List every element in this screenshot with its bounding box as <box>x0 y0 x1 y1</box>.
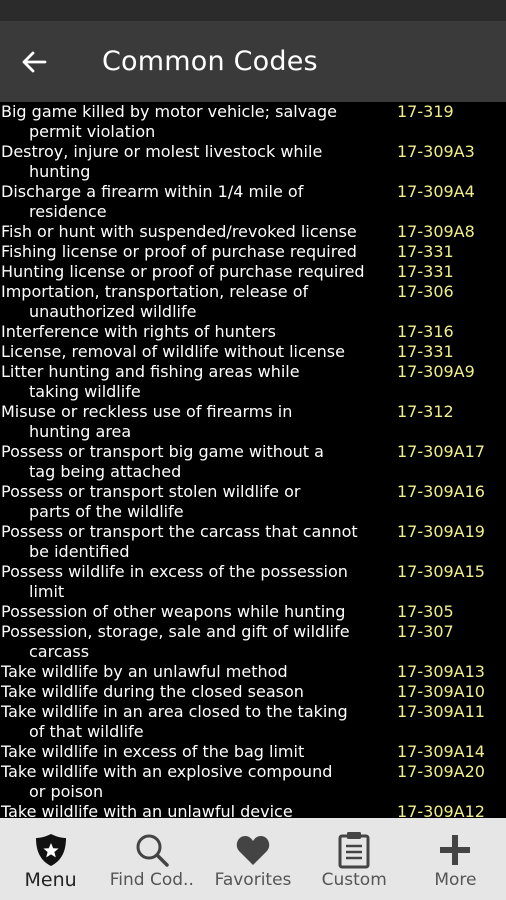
violation-description <box>0 802 397 817</box>
nav-item-favorites[interactable] <box>202 818 303 900</box>
statute-code: 17-309A10 <box>397 682 485 701</box>
list-item[interactable] <box>0 802 506 817</box>
description-line: Misuse or reckless use of firearms in <box>1 402 293 421</box>
statute-code: 17-309A14 <box>397 742 485 761</box>
list-item[interactable] <box>0 602 506 622</box>
description-line: Litter hunting and fishing areas while <box>1 362 300 381</box>
violation-description <box>0 442 397 482</box>
statute-code: 17-306 <box>397 282 454 301</box>
back-button[interactable] <box>14 43 54 81</box>
statute-code: 17-331 <box>397 242 454 261</box>
statute-code: 17-319 <box>397 102 454 121</box>
violation-description <box>0 402 397 442</box>
list-item[interactable] <box>0 522 506 562</box>
violation-description <box>0 342 397 362</box>
description-line: permit violation <box>29 122 156 141</box>
list-item[interactable] <box>0 282 506 322</box>
nav-item-more[interactable] <box>405 818 506 900</box>
violation-description <box>0 282 397 322</box>
statute-code: 17-309A20 <box>397 762 485 781</box>
description-line: Destroy, injure or molest livestock while <box>1 142 323 161</box>
list-item[interactable] <box>0 682 506 702</box>
description-line: Take wildlife with an unlawful device <box>1 802 293 817</box>
description-line: carcass <box>29 642 90 661</box>
violation-description <box>0 522 397 562</box>
search-icon <box>132 830 172 870</box>
description-line: Possess or transport the carcass that cannot <box>1 522 358 541</box>
description-line: hunting area <box>29 422 132 441</box>
violation-description <box>0 562 397 602</box>
description-line: parts of the wildlife <box>29 502 184 521</box>
description-line: taking wildlife <box>29 382 141 401</box>
description-line: Possession of other weapons while hunting <box>1 602 346 621</box>
nav-item-label: Find Cod.. <box>109 870 194 890</box>
description-line: be identified <box>29 542 130 561</box>
list-item[interactable] <box>0 242 506 262</box>
list-item[interactable] <box>0 562 506 602</box>
violation-description <box>0 262 397 282</box>
list-item[interactable] <box>0 442 506 482</box>
description-line: Interference with rights of hunters <box>1 322 276 341</box>
violation-description <box>0 702 397 742</box>
description-line: of that wildlife <box>29 722 144 741</box>
statute-code: 17-309A8 <box>397 222 475 241</box>
statute-code: 17-305 <box>397 602 454 621</box>
description-line: Take wildlife in an area closed to the taking <box>1 702 348 721</box>
violation-description <box>0 322 397 342</box>
arrow-left-icon <box>21 50 47 74</box>
description-line: Take wildlife with an explosive compound <box>1 762 333 781</box>
statute-code: 17-309A16 <box>397 482 485 501</box>
code-list[interactable] <box>0 102 506 817</box>
shield-star-icon <box>31 830 71 870</box>
statute-code: 17-316 <box>397 322 454 341</box>
statute-code: 17-331 <box>397 342 454 361</box>
nav-item-find-cod[interactable] <box>101 818 202 900</box>
list-item[interactable] <box>0 762 506 802</box>
list-item[interactable] <box>0 622 506 662</box>
nav-item-custom[interactable] <box>304 818 405 900</box>
description-line: Take wildlife during the closed season <box>1 682 304 701</box>
description-line: unauthorized wildlife <box>29 302 197 321</box>
description-line: Importation, transportation, release of <box>1 282 309 301</box>
bottom-navigation <box>0 818 506 900</box>
description-line: Take wildlife in excess of the bag limit <box>1 742 305 761</box>
description-line: Big game killed by motor vehicle; salvage <box>1 102 337 121</box>
statute-code: 17-309A4 <box>397 182 475 201</box>
description-line: Possess wildlife in excess of the possession <box>1 562 348 581</box>
list-item[interactable] <box>0 402 506 442</box>
violation-description <box>0 142 397 182</box>
description-line: residence <box>29 202 107 221</box>
description-line: Possess or transport big game without a <box>1 442 324 461</box>
list-item[interactable] <box>0 102 506 142</box>
description-line: or poison <box>29 782 104 801</box>
violation-description <box>0 362 397 402</box>
violation-description <box>0 622 397 662</box>
page-title: Common Codes <box>102 46 318 77</box>
description-line: limit <box>29 582 65 601</box>
list-item[interactable] <box>0 702 506 742</box>
statute-code: 17-309A15 <box>397 562 485 581</box>
nav-item-label: Favorites <box>214 870 292 890</box>
nav-item-menu[interactable] <box>0 818 101 900</box>
violation-description <box>0 182 397 222</box>
status-bar <box>0 0 506 21</box>
statute-code: 17-309A9 <box>397 362 475 381</box>
description-line: Fishing license or proof of purchase required <box>1 242 357 261</box>
statute-code: 17-309A13 <box>397 662 485 681</box>
statute-code: 17-307 <box>397 622 454 641</box>
violation-description <box>0 742 397 762</box>
clipboard-icon <box>334 830 374 870</box>
description-line: tag being attached <box>29 462 182 481</box>
description-line: Fish or hunt with suspended/revoked license <box>1 222 357 241</box>
description-line: License, removal of wildlife without license <box>1 342 345 361</box>
statute-code: 17-309A19 <box>397 522 485 541</box>
nav-item-label: More <box>434 870 477 890</box>
list-item[interactable] <box>0 342 506 362</box>
statute-code: 17-309A17 <box>397 442 485 461</box>
violation-description <box>0 602 397 622</box>
description-line: hunting <box>29 162 91 181</box>
description-line: Possession, storage, sale and gift of wildlife <box>1 622 350 641</box>
statute-code: 17-312 <box>397 402 454 421</box>
statute-code: 17-331 <box>397 262 454 281</box>
list-item[interactable] <box>0 262 506 282</box>
nav-item-label: Menu <box>24 869 77 891</box>
violation-description <box>0 482 397 522</box>
list-item[interactable] <box>0 362 506 402</box>
statute-code: 17-309A11 <box>397 702 485 721</box>
description-line: Possess or transport stolen wildlife or <box>1 482 301 501</box>
violation-description <box>0 102 397 142</box>
list-item[interactable] <box>0 742 506 762</box>
violation-description <box>0 222 397 242</box>
list-item[interactable] <box>0 662 506 682</box>
description-line: Discharge a firearm within 1/4 mile of <box>1 182 304 201</box>
description-line: Take wildlife by an unlawful method <box>1 662 288 681</box>
violation-description <box>0 242 397 262</box>
violation-description <box>0 682 397 702</box>
description-line: Hunting license or proof of purchase required <box>1 262 365 281</box>
list-item[interactable] <box>0 182 506 222</box>
nav-item-label: Custom <box>321 870 387 890</box>
plus-icon <box>435 830 475 870</box>
list-item[interactable] <box>0 142 506 182</box>
list-item[interactable] <box>0 222 506 242</box>
statute-code: 17-309A12 <box>397 802 485 817</box>
violation-description <box>0 762 397 802</box>
violation-description <box>0 662 397 682</box>
app-bar <box>0 21 506 102</box>
list-item[interactable] <box>0 322 506 342</box>
list-item[interactable] <box>0 482 506 522</box>
statute-code: 17-309A3 <box>397 142 475 161</box>
heart-icon <box>233 830 273 870</box>
